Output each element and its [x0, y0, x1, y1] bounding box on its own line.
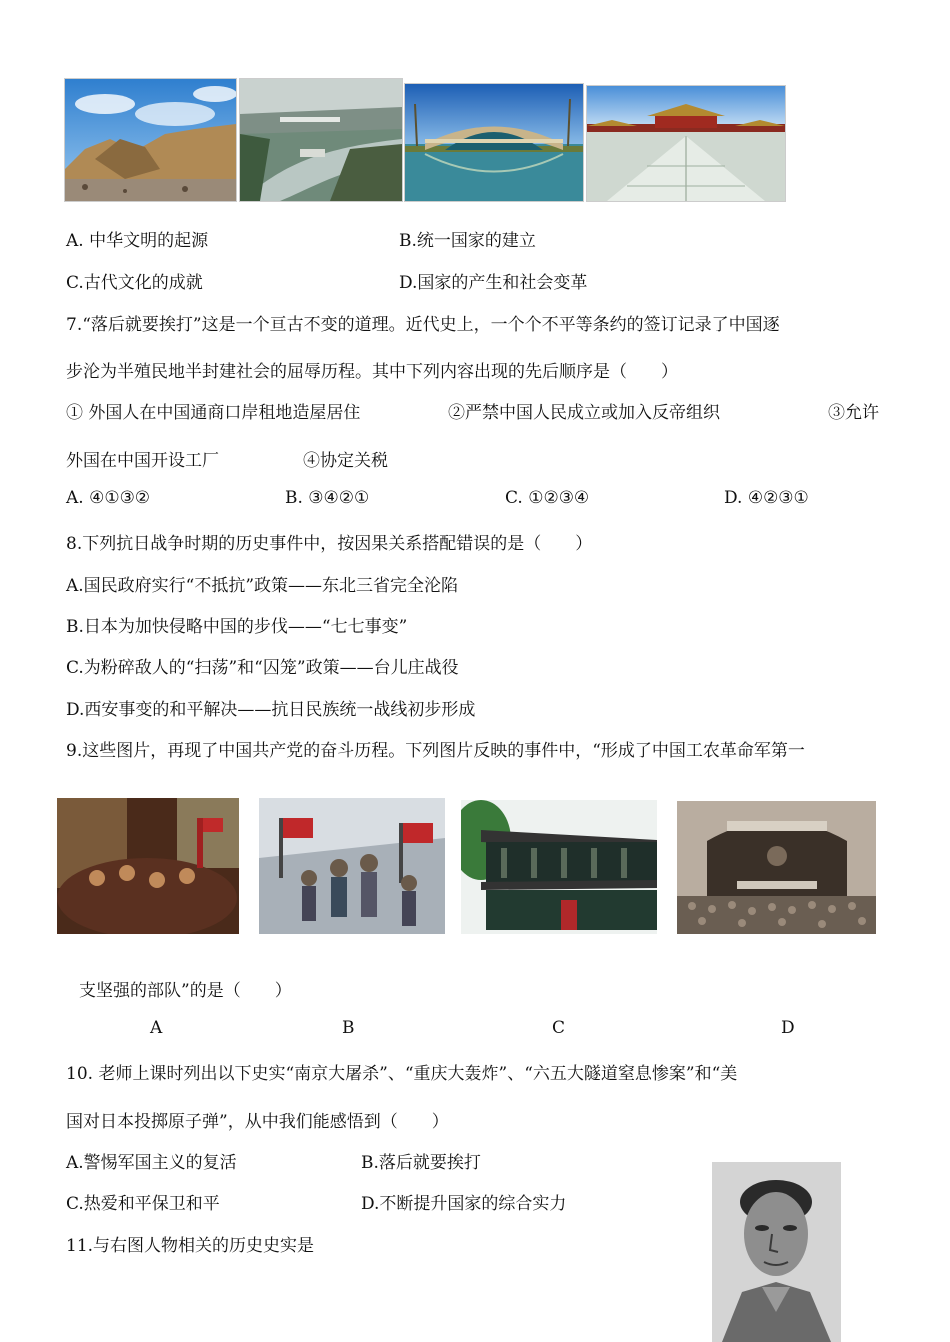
q7-item-1: ① 外国人在中国通商口岸租地造屋居住 — [66, 403, 361, 423]
q6-option-c: C.古代文化的成就 — [66, 273, 203, 293]
dujiangyan-photo — [240, 79, 402, 201]
q10-option-c: C.热爱和平保卫和平 — [66, 1194, 220, 1214]
q9-label-b: B — [342, 1018, 355, 1038]
q7-option-a: A. ④①③② — [66, 488, 151, 508]
loess-cliff-photo — [65, 79, 236, 201]
q6-option-a: A. 中华文明的起源 — [66, 231, 209, 251]
q7-stem-line1: 7.“落后就要挨打”这是一个亘古不变的道理。近代史上，一个个不平等条约的签订记录了中国逐 — [66, 315, 780, 335]
q9-image-a — [57, 798, 239, 934]
q7-item-3-start: ③允许 — [828, 403, 879, 423]
q9-label-a: A — [150, 1018, 163, 1038]
q7-item-4: ④协定关税 — [303, 451, 388, 471]
q8-option-b: B.日本为加快侵略中国的步伐——“七七事变” — [66, 617, 408, 637]
q9-image-c — [461, 800, 657, 934]
q8-stem: 8.下列抗日战争时期的历史事件中，按因果关系搭配错误的是（ ） — [66, 534, 593, 554]
q10-option-d: D.不断提升国家的综合实力 — [361, 1194, 567, 1214]
q9-stem-line2: 支坚强的部队”的是（ ） — [79, 981, 292, 1001]
zhaozhou-bridge-photo — [405, 84, 583, 201]
q9-label-c: C — [552, 1018, 566, 1038]
q7-option-c: C. ①②③④ — [505, 488, 590, 508]
q10-option-a: A.警惕军国主义的复活 — [66, 1153, 237, 1173]
q9-image-d — [677, 801, 876, 934]
q7-stem-line2: 步沦为半殖民地半封建社会的屈辱历程。其中下列内容出现的先后顺序是（ ） — [66, 362, 678, 382]
q7-option-d: D. ④②③① — [724, 488, 809, 508]
q7-option-b: B. ③④②① — [285, 488, 370, 508]
q6-option-d: D.国家的产生和社会变革 — [399, 273, 588, 293]
q8-option-a: A.国民政府实行“不抵抗”政策——东北三省完全沦陷 — [66, 576, 459, 596]
q9-label-d: D — [781, 1018, 795, 1038]
q9-stem-line1: 9.这些图片，再现了中国共产党的奋斗历程。下列图片反映的事件中，“形成了中国工农革命军第一 — [66, 741, 805, 761]
q7-item-2: ②严禁中国人民成立或加入反帝组织 — [448, 403, 720, 423]
q10-stem-line2: 国对日本投掷原子弹”，从中我们能感悟到（ ） — [66, 1112, 449, 1132]
q11-stem: 11.与右图人物相关的历史史实是 — [66, 1236, 315, 1256]
q10-stem-line1: 10. 老师上课时列出以下史实“南京大屠杀”、“重庆大轰炸”、“六五大隧道窒息惨案”和“美 — [66, 1064, 738, 1084]
q11-portrait-photo — [712, 1162, 841, 1342]
q8-option-d: D.西安事变的和平解决——抗日民族统一战线初步形成 — [66, 700, 476, 720]
q7-item-3-end: 外国在中国开设工厂 — [66, 451, 219, 471]
q9-image-b — [259, 798, 445, 934]
q10-option-b: B.落后就要挨打 — [361, 1153, 481, 1173]
q6-option-b: B.统一国家的建立 — [399, 231, 536, 251]
forbidden-city-photo — [587, 86, 785, 201]
q8-option-c: C.为粉碎敌人的“扫荡”和“囚笼”政策——台儿庄战役 — [66, 658, 459, 678]
